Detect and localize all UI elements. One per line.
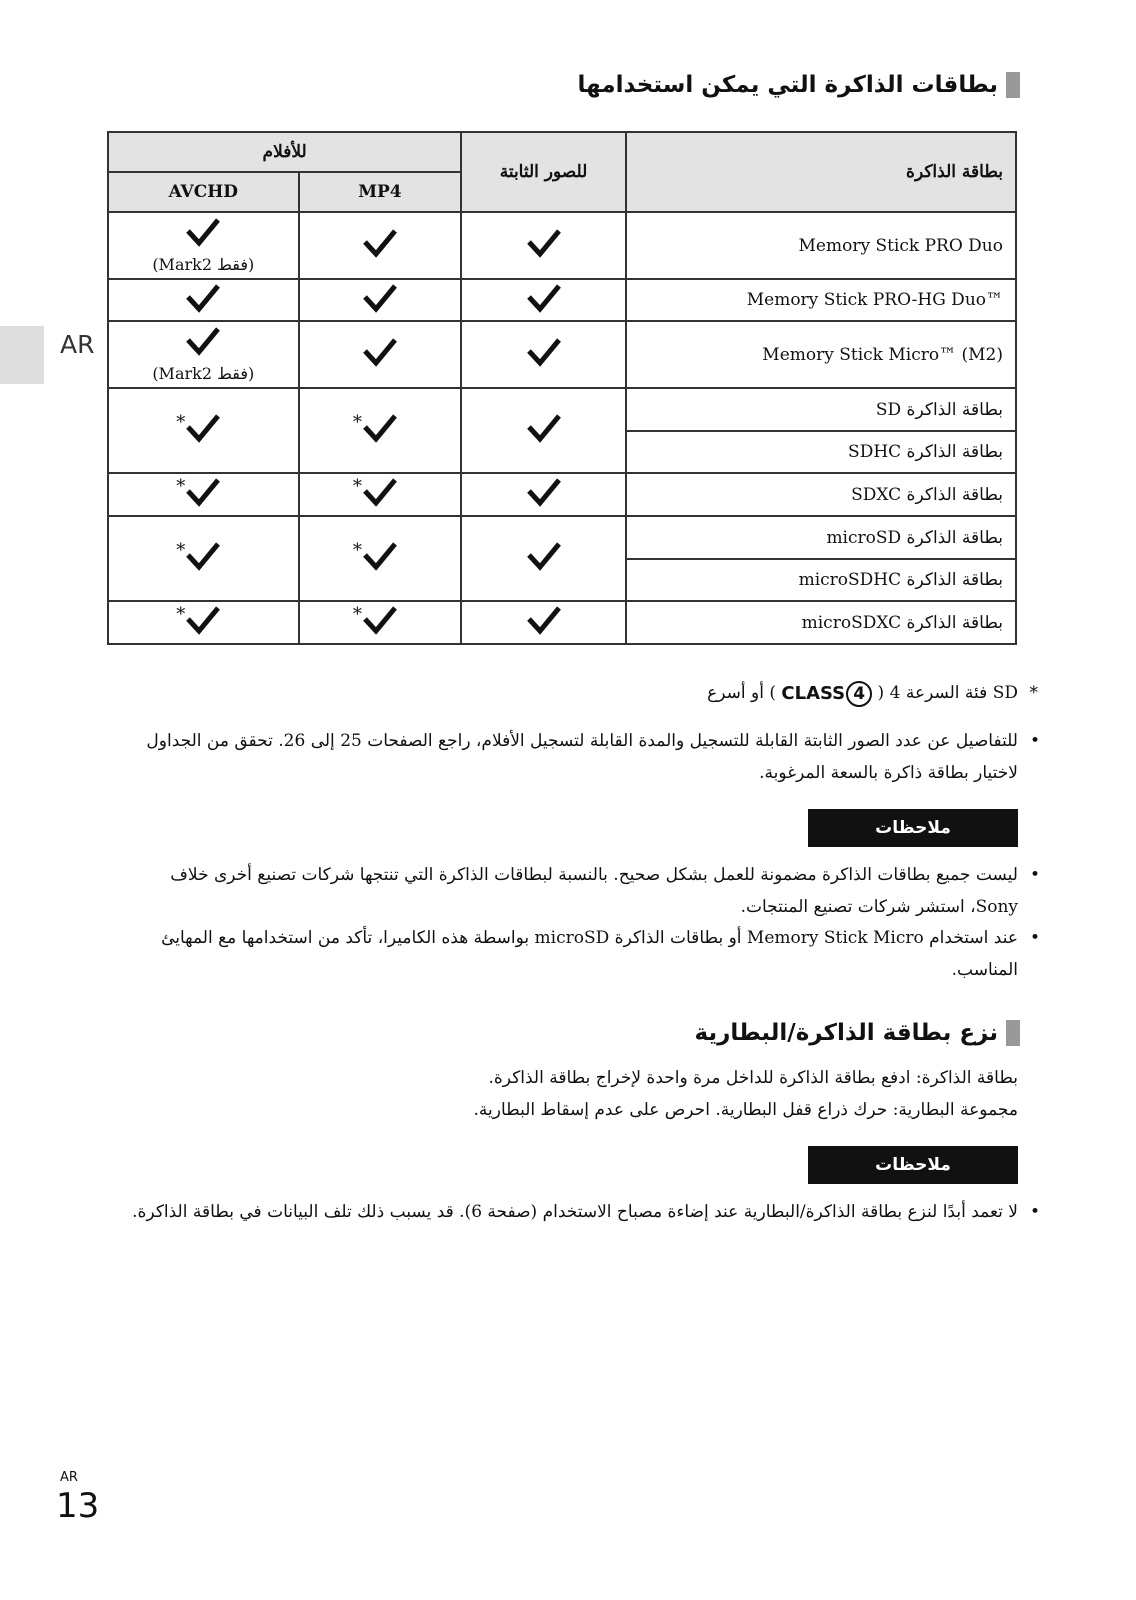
check-icon [526,336,562,368]
section-title-remove [695,1020,1020,1046]
bullet-text-line: لاختيار بطاقة ذاكرة بالسعة المرغوبة. [759,763,1018,783]
bullet-text-line: للتفاصيل عن عدد الصور الثابتة القابلة للتسجيل والمدة القابلة لتسجيل الأفلام، راجع الصفحات 25 إلى 26. تحقق من الجداول [146,731,1018,751]
section-title-text: بطاقات الذاكرة التي يمكن استخدامها [577,72,998,98]
cell-mp4 [299,279,462,321]
mark2-note: (Mark2 فقط) [152,364,255,384]
bullet-icon: • [1029,865,1040,885]
bullet-icon: • [1029,928,1040,948]
card-name: بطاقة الذاكرة microSDHC [626,559,1016,601]
cell-stills [461,516,626,601]
bullet-capacity [118,725,1040,789]
remove-instructions [118,1062,1018,1126]
header-avchd: AVCHD [108,172,299,212]
page-number: 13 [56,1486,100,1526]
footnote-before: SD فئة السرعة 4 ( [877,683,1018,703]
table-row [108,388,1016,431]
check-icon: * [185,604,221,636]
note-text-line: Sony، استشر شركات تصنيع المنتجات. [740,897,1018,917]
note-removal [58,1196,1040,1228]
cell-mp4 [299,601,462,644]
table-row [108,279,1016,321]
cell-avchd [108,212,299,279]
check-icon: * [362,476,398,508]
cell-avchd [108,473,299,516]
header-stills: للصور الثابتة [461,132,626,212]
cell-stills [461,212,626,279]
card-name: بطاقة الذاكرة SDXC [626,473,1016,516]
cell-stills [461,388,626,473]
check-icon [185,325,221,357]
check-icon: * [185,412,221,444]
card-name: Memory Stick Micro™ (M2) [626,321,1016,388]
note-adaptor [118,922,1040,986]
cell-mp4 [299,516,462,601]
check-icon [526,412,562,444]
notes-heading: ملاحظات [808,809,1018,847]
check-icon [526,227,562,259]
header-card: بطاقة الذاكرة [626,132,1016,212]
check-icon: * [185,476,221,508]
bullet-icon: • [1029,731,1040,751]
card-name: بطاقة الذاكرة microSD [626,516,1016,559]
check-icon [362,336,398,368]
card-name: Memory Stick PRO-HG Duo™ [626,279,1016,321]
footnote [118,677,1038,710]
check-icon [185,216,221,248]
cell-mp4 [299,388,462,473]
check-icon [526,540,562,572]
mark2-note: (Mark2 فقط) [152,255,255,275]
section-marker [1006,1020,1020,1046]
table-row [108,516,1016,559]
remove-card-line: بطاقة الذاكرة: ادفع بطاقة الذاكرة للداخل مرة واحدة لإخراج بطاقة الذاكرة. [488,1068,1018,1088]
cell-avchd [108,321,299,388]
cell-stills [461,321,626,388]
check-icon [526,282,562,314]
side-language-label: AR [60,330,95,359]
card-name: Memory Stick PRO Duo [626,212,1016,279]
cell-avchd [108,388,299,473]
check-icon: * [362,540,398,572]
cell-stills [461,473,626,516]
cell-mp4 [299,212,462,279]
remove-battery-line: مجموعة البطارية: حرك ذراع قفل البطارية. احرص على عدم إسقاط البطارية. [473,1100,1018,1120]
cell-stills [461,601,626,644]
cell-avchd [108,279,299,321]
section-marker [1006,72,1020,98]
cell-mp4 [299,473,462,516]
check-icon [362,227,398,259]
check-icon [526,604,562,636]
check-icon: * [362,412,398,444]
note-text-line: لا تعمد أبدًا لنزع بطاقة الذاكرة/البطارية عند إضاءة مصباح الاستخدام (صفحة 6). قد يسبب ذلك تلف البيانات في بطاقة الذاكرة. [132,1202,1018,1222]
footnote-after: ) أو أسرع [707,683,776,703]
section-title-text: نزع بطاقة الذاكرة/البطارية [694,1020,998,1046]
cell-avchd [108,601,299,644]
bullet-icon: • [1029,1202,1040,1222]
cell-avchd [108,516,299,601]
footnote-star: * [1029,683,1038,703]
notes-heading: ملاحظات [808,1146,1018,1184]
check-icon [526,476,562,508]
memory-card-table [107,131,1017,645]
page-language-label: AR [60,1470,78,1485]
cell-stills [461,279,626,321]
note-compatibility [118,859,1040,923]
table-row [108,212,1016,279]
table-row [108,473,1016,516]
card-name: بطاقة الذاكرة microSDXC [626,601,1016,644]
note-text-line: المناسب. [951,960,1018,980]
side-tab [0,326,44,384]
note-text-line: عند استخدام Memory Stick Micro أو بطاقات الذاكرة microSD بواسطة هذه الكاميرا، تأكد من استخدامها مع المهايئ [161,928,1018,948]
table-row [108,321,1016,388]
card-name: بطاقة الذاكرة SDHC [626,431,1016,473]
check-icon [362,282,398,314]
sd-class-logo: CLASS 4 [781,678,872,710]
header-movies: للأفلام [108,132,461,172]
table-row [108,601,1016,644]
note-text-line: ليست جميع بطاقات الذاكرة مضمونة للعمل بشكل صحيح. بالنسبة لبطاقات الذاكرة التي تنتجها شركات تصنيع أخرى خلاف [170,865,1018,885]
check-icon [185,282,221,314]
card-name: بطاقة الذاكرة SD [626,388,1016,431]
section-title-cards [578,72,1020,98]
cell-mp4 [299,321,462,388]
check-icon: * [185,540,221,572]
header-mp4: MP4 [299,172,462,212]
check-icon: * [362,604,398,636]
